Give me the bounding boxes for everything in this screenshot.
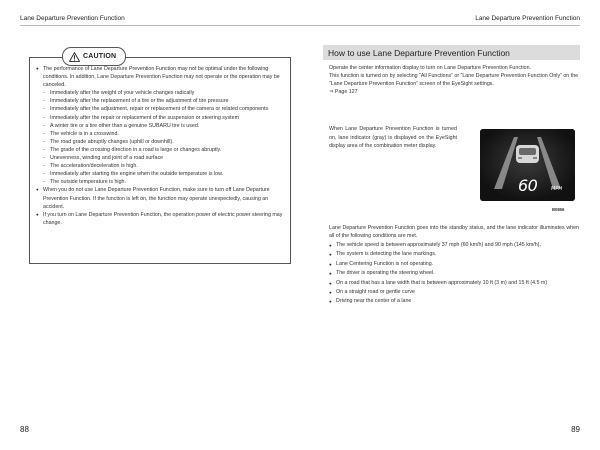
condition-item: ● Driving near the center of a lane (329, 297, 579, 306)
caution-dash-item: - The grade of the crossing direction in a road is large or changes abruptly. (36, 146, 286, 154)
header-divider (20, 25, 580, 26)
warning-triangle-icon (69, 52, 80, 62)
caution-dash-item: - Immediately after the adjustment, repair or replacement of the camera or related components (36, 105, 286, 113)
intro-paragraph (329, 64, 579, 96)
section-title: How to use Lane Departure Prevention Function (323, 45, 580, 60)
page-number-right: 89 (571, 425, 580, 434)
condition-item: ● The system is detecting the lane markings. (329, 250, 579, 259)
intro-line-1: Operate the center information display to turn on Lane Departure Prevention Function. (329, 65, 531, 71)
condition-item: ● On a straight road or gentle curve (329, 288, 579, 297)
speed-readout: 60 (518, 176, 538, 195)
figure-code: B0866 (552, 207, 565, 212)
speed-unit: MPH (551, 186, 563, 192)
caution-dash-item: - The acceleration/deceleration is high. (36, 162, 286, 170)
page-reference-link[interactable]: ⇒ Page 127 (329, 89, 358, 96)
caution-bullet-item: ● The performance of Lane Departure Prevention Function may not be optimal under the following conditions. In addition, Lane Departure Prevention Function may not operate or the operation may be canceled. (36, 65, 286, 89)
combination-meter-display (480, 129, 575, 201)
conditions-list (329, 241, 579, 307)
caution-dash-item: - A winter tire or a tire other than a genuine SUBARU tire is used. (36, 122, 286, 130)
condition-item: ● On a road that has a lane width that is between approximately 10 ft (3 m) and 15 ft (4.5 m) (329, 279, 579, 288)
caution-label-text: CAUTION (83, 53, 117, 60)
caution-bullet-item: ● If you turn on Lane Departure Prevention Function, the operation power of electric power steering may change. (36, 211, 286, 227)
standby-paragraph: Lane Departure Prevention Function goes into the standby status, and the lane indicator illuminates when all of the following conditions are met. (329, 225, 579, 240)
indicator-paragraph: When Lane Departure Prevention Function is turned on, lane indicator (gray) is displayed on the EyeSight display area of the combination meter display. (329, 126, 457, 150)
condition-item: ● The driver is operating the steering wheel. (329, 269, 579, 278)
running-head-right: Lane Departure Prevention Function (475, 15, 580, 22)
page-number-left: 88 (20, 425, 29, 434)
caution-dash-item: - Unevenness, winding and joint of a road surface (36, 154, 286, 162)
caution-bullet-item: ● When you do not use Lane Departure Prevention Function, make sure to turn off Lane Departure Prevention Function. If the function is left on, the function may operate unexpectedly, causing an accident. (36, 186, 286, 210)
caution-dash-item: - The outside temperature is high. (36, 178, 286, 186)
caution-dash-item: - Immediately after the repair or replacement of the suspension or steering system (36, 114, 286, 122)
caution-dash-item: - Immediately after starting the engine when the outside temperature is low. (36, 170, 286, 178)
caution-list (36, 65, 286, 227)
condition-item: ● The vehicle speed is between approximately 37 mph (60 km/h) and 90 mph (145 km/h). (329, 241, 579, 250)
caution-dash-item: - Immediately after the weight of your vehicle changes radically (36, 89, 286, 97)
running-head-left: Lane Departure Prevention Function (20, 15, 125, 22)
vehicle-icon (516, 145, 539, 163)
caution-label (62, 47, 126, 66)
intro-line-2: This function is turned on by selecting “All Functions” or “Lane Departure Prevention Function Only” on the “Lane Departure Prevention Function” screen of the EyeSight settings. (329, 73, 579, 88)
caution-dash-item: - The vehicle is in a crosswind. (36, 130, 286, 138)
caution-dash-item: - The road grade abruptly changes (uphill or downhill). (36, 138, 286, 146)
condition-item: ● Lane Centering Function is not operating. (329, 260, 579, 269)
caution-dash-item: - Immediately after the replacement of a tire or the adjustment of tire pressure (36, 97, 286, 105)
